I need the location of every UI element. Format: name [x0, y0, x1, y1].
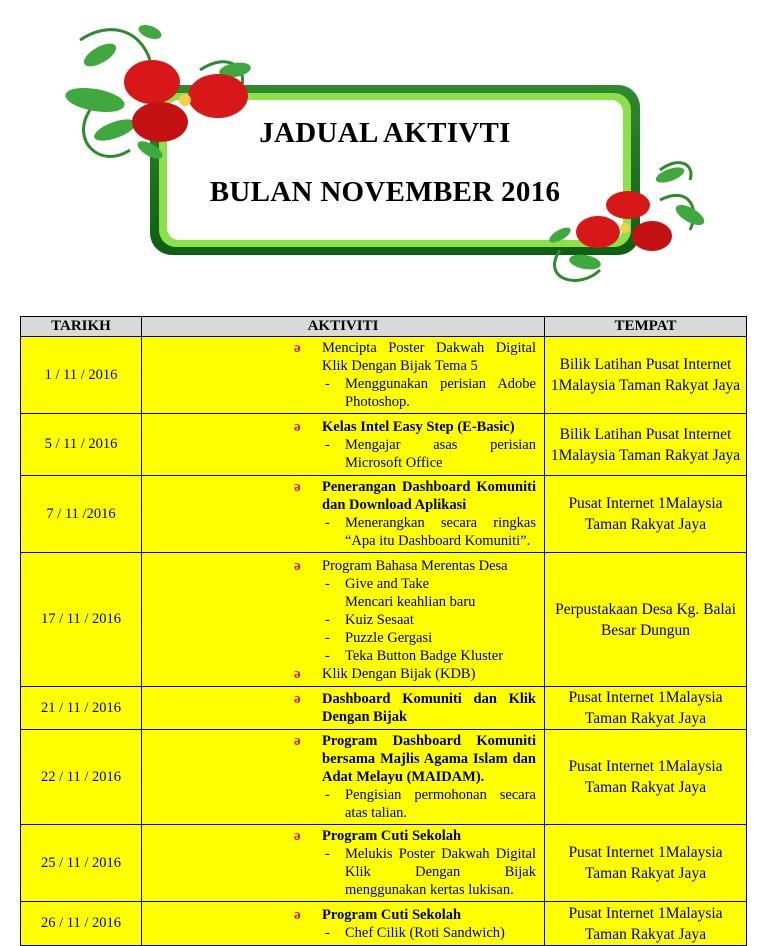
activity-cell — [142, 476, 545, 553]
activity-cell — [142, 414, 545, 476]
sub-item-text: Mengajar asas perisian Microsoft Office — [345, 436, 536, 471]
sub-item-text: Puzzle Gergasi — [345, 629, 433, 646]
sub-item-text: Mencari keahlian baru — [345, 593, 476, 610]
activity-item — [142, 478, 536, 514]
activity-cell — [142, 902, 545, 946]
sub-item — [142, 514, 536, 550]
header-tempat: TEMPAT — [545, 317, 747, 337]
activity-text: Program Bahasa Merentas Desa — [322, 557, 508, 574]
activity-text: Klik Dengan Bijak (KDB) — [322, 665, 476, 682]
sub-item-text: Menggunakan perisian Adobe Photoshop. — [345, 376, 536, 410]
table-header-row — [21, 317, 747, 337]
place-cell: Perpustakaan Desa Kg. Balai Besar Dungun — [545, 553, 747, 687]
table-row — [21, 476, 747, 553]
activity-item — [142, 827, 536, 845]
activity-item — [142, 906, 536, 924]
table-row — [21, 337, 747, 414]
dash-bullet: - — [325, 846, 330, 862]
activity-text: Mencipta Poster Dakwah Digital Klik Dengan Bijak Tema 5 — [322, 340, 536, 374]
spiral-bullet-icon: ə — [294, 906, 301, 923]
page-title-line-1: JADUAL AKTIVTI — [259, 117, 511, 149]
sub-item — [142, 845, 536, 899]
table-row — [21, 687, 747, 730]
activity-cell — [142, 687, 545, 730]
dash-bullet: - — [325, 924, 330, 941]
sub-item-text: Melukis Poster Dakwah Digital Klik Dengan Bijak menggunakan kertas lukisan. — [345, 846, 536, 898]
date-cell: 22 / 11 / 2016 — [21, 730, 142, 825]
activity-item — [142, 339, 536, 375]
sub-item-text: Give and Take — [345, 575, 430, 592]
sub-item-text: Kuiz Sesaat — [345, 611, 414, 628]
dash-bullet: - — [325, 629, 330, 646]
place-cell: Pusat Internet 1Malaysia Taman Rakyat Jaya — [545, 902, 747, 946]
sub-item — [142, 611, 536, 629]
dash-bullet: - — [325, 515, 330, 531]
spiral-bullet-icon: ə — [294, 418, 301, 435]
activity-text: Program Cuti Sekolah — [322, 828, 462, 844]
activity-item — [142, 690, 536, 726]
spiral-bullet-icon: ə — [294, 557, 301, 574]
place-cell: Pusat Internet 1Malaysia Taman Rakyat Jaya — [545, 476, 747, 553]
date-cell: 25 / 11 / 2016 — [21, 825, 142, 902]
sub-item — [142, 375, 536, 411]
activity-text: Kelas Intel Easy Step (E-Basic) — [322, 418, 515, 435]
place-cell: Bilik Latihan Pusat Internet 1Malaysia Taman Rakyat Jaya — [545, 414, 747, 476]
sub-item — [142, 924, 536, 942]
dash-bullet: - — [325, 611, 330, 628]
dash-bullet: - — [325, 376, 330, 392]
spiral-bullet-icon: ə — [294, 479, 301, 495]
spiral-bullet-icon: ə — [294, 340, 301, 356]
page-title-line-2: BULAN NOVEMBER 2016 — [209, 176, 561, 208]
activity-cell — [142, 337, 545, 414]
date-cell: 26 / 11 / 2016 — [21, 902, 142, 946]
sub-item — [142, 786, 536, 822]
spiral-bullet-icon: ə — [294, 733, 301, 749]
activity-cell — [142, 825, 545, 902]
date-cell: 5 / 11 / 2016 — [21, 414, 142, 476]
sub-item — [142, 436, 536, 472]
table-row — [21, 553, 747, 687]
activity-item — [142, 665, 536, 683]
header-aktiviti: AKTIVITI — [142, 317, 545, 337]
spiral-bullet-icon: ə — [294, 691, 301, 707]
place-cell: Pusat Internet 1Malaysia Taman Rakyat Jaya — [545, 687, 747, 730]
sub-item — [142, 575, 536, 593]
spiral-bullet-icon: ə — [294, 828, 301, 844]
date-cell: 21 / 11 / 2016 — [21, 687, 142, 730]
title-banner — [0, 0, 768, 300]
spiral-bullet-icon: ə — [294, 665, 301, 682]
sub-item — [142, 629, 536, 647]
sub-item-text: Pengisian permohonan secara atas talian. — [345, 787, 536, 821]
activity-text: Penerangan Dashboard Komuniti dan Download Aplikasi — [322, 479, 536, 513]
activity-item — [142, 732, 536, 786]
sub-item — [142, 593, 536, 611]
dash-bullet: - — [325, 787, 330, 803]
place-cell: Pusat Internet 1Malaysia Taman Rakyat Jaya — [545, 730, 747, 825]
sub-item — [142, 647, 536, 665]
dash-bullet: - — [325, 647, 330, 664]
activity-text: Program Cuti Sekolah — [322, 906, 462, 923]
header-tarikh: TARIKH — [21, 317, 142, 337]
schedule-table — [20, 316, 747, 946]
date-cell: 1 / 11 / 2016 — [21, 337, 142, 414]
sub-item-text: Chef Cilik (Roti Sandwich) — [345, 924, 505, 941]
activity-cell — [142, 730, 545, 825]
dash-bullet: - — [325, 436, 330, 453]
sub-item-text: Menerangkan secara ringkas “Apa itu Dashboard Komuniti”. — [345, 515, 536, 549]
activity-cell — [142, 553, 545, 687]
date-cell: 17 / 11 / 2016 — [21, 553, 142, 687]
activity-text: Program Dashboard Komuniti bersama Majlis Agama Islam dan Adat Melayu (MAIDAM). — [322, 733, 536, 785]
sub-item-text: Teka Button Badge Kluster — [345, 647, 504, 664]
table-row — [21, 902, 747, 946]
activity-item — [142, 418, 536, 436]
activity-item — [142, 557, 536, 575]
activity-text: Dashboard Komuniti dan Klik Dengan Bijak — [322, 691, 536, 725]
table-row — [21, 730, 747, 825]
place-cell: Pusat Internet 1Malaysia Taman Rakyat Jaya — [545, 825, 747, 902]
table-row — [21, 825, 747, 902]
date-cell: 7 / 11 /2016 — [21, 476, 142, 553]
place-cell: Bilik Latihan Pusat Internet 1Malaysia Taman Rakyat Jaya — [545, 337, 747, 414]
table-row — [21, 414, 747, 476]
dash-bullet: - — [325, 575, 330, 592]
